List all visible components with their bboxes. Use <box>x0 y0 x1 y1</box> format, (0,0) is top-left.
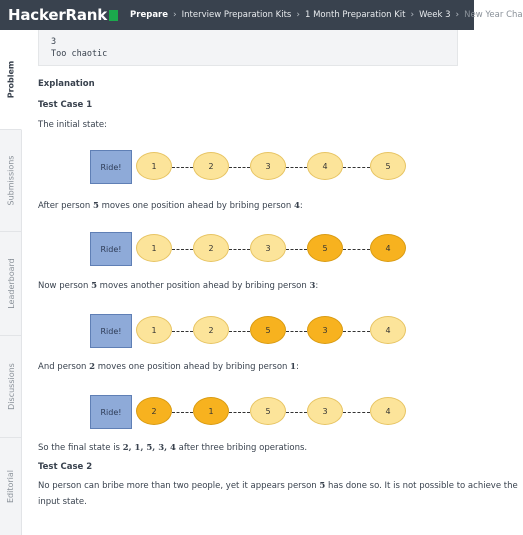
step-text-part: : <box>299 201 303 211</box>
queue-diagram <box>90 395 410 431</box>
step-text-part: moves one position ahead by bribing person <box>98 201 294 211</box>
queue-connector <box>343 331 370 332</box>
tab-submissions[interactable] <box>0 130 22 232</box>
queue-connector <box>343 412 370 413</box>
person-node: 4 <box>370 397 406 425</box>
person-node: 2 <box>193 152 229 180</box>
tab-editorial[interactable] <box>0 438 22 535</box>
initial-state-text: The initial state: <box>38 120 107 130</box>
math-value: 5 <box>91 281 97 291</box>
math-value: 5 <box>319 481 326 491</box>
person-node: 1 <box>136 316 172 344</box>
hackerrank-logo[interactable] <box>8 6 118 24</box>
ride-box: Ride! <box>90 232 132 266</box>
step-text-part: moves one position ahead by bribing person <box>95 362 291 372</box>
person-node: 2 <box>136 397 172 425</box>
output-line: 3 <box>51 37 57 47</box>
step-text-part: Now person <box>38 281 92 291</box>
ride-box: Ride! <box>90 395 132 429</box>
step-text-part: moves another position ahead by bribing person <box>96 281 310 291</box>
chevron-right-icon: › <box>410 10 415 20</box>
chevron-right-icon: › <box>455 10 460 20</box>
step-text-part: So the final state is <box>38 443 123 453</box>
queue-connector <box>286 249 307 250</box>
step-text-part: No person can bribe more than two people, yet it appears person <box>38 481 320 491</box>
tab-problem[interactable] <box>0 30 22 130</box>
queue-connector <box>229 331 250 332</box>
breadcrumb-prepare[interactable]: Prepare <box>130 10 169 20</box>
math-value: 4 <box>293 201 300 211</box>
step-3-text <box>38 362 299 372</box>
person-node: 2 <box>193 234 229 262</box>
step-1-text <box>38 201 303 211</box>
math-value: 2 <box>89 362 96 372</box>
person-node: 3 <box>250 152 286 180</box>
person-node: 4 <box>370 234 406 262</box>
queue-connector <box>286 412 307 413</box>
queue-diagram <box>90 150 410 186</box>
chevron-right-icon: › <box>296 10 300 20</box>
breadcrumb-current-challenge: New Year Cha <box>464 10 523 20</box>
tab-leaderboard-label: Leaderboard <box>6 258 16 309</box>
tab-submissions-label: Submissions <box>6 155 16 206</box>
step-text-part: : <box>315 281 319 291</box>
logo-mark-icon <box>109 10 118 21</box>
queue-connector <box>343 249 370 250</box>
person-node: 1 <box>136 234 172 262</box>
person-node: 4 <box>370 316 406 344</box>
person-node: 5 <box>250 316 286 344</box>
vertical-tab-bar <box>0 30 22 535</box>
math-value: 1 <box>290 362 297 372</box>
top-nav <box>0 0 523 30</box>
queue-connector <box>343 167 370 168</box>
queue-connector <box>229 167 250 168</box>
step-text-part: has done so. It is not possible to achieve the <box>325 481 518 491</box>
person-node: 5 <box>307 234 343 262</box>
tab-discussions-label: Discussions <box>6 363 16 410</box>
person-node: 5 <box>370 152 406 180</box>
person-node: 3 <box>250 234 286 262</box>
final-state-text <box>38 443 307 453</box>
queue-connector <box>286 167 307 168</box>
person-node: 1 <box>193 397 229 425</box>
tab-discussions[interactable] <box>0 336 22 438</box>
test-case-2-text <box>38 481 518 491</box>
person-node: 4 <box>307 152 343 180</box>
tab-leaderboard[interactable] <box>0 232 22 336</box>
queue-diagram <box>90 232 410 268</box>
person-node: 3 <box>307 397 343 425</box>
person-node: 2 <box>193 316 229 344</box>
breadcrumb <box>130 10 523 20</box>
queue-connector <box>286 331 307 332</box>
queue-connector <box>172 412 193 413</box>
test-case-2-heading: Test Case 2 <box>38 462 93 472</box>
step-text-part: After person <box>38 201 93 211</box>
output-line: Too chaotic <box>51 49 108 59</box>
math-value: 2, 1, 5, 3, 4 <box>122 443 176 453</box>
test-case-2-text: input state. <box>38 497 87 507</box>
ride-box: Ride! <box>90 314 132 348</box>
tab-problem-label: Problem <box>6 60 16 99</box>
person-node: 3 <box>307 316 343 344</box>
queue-connector <box>172 331 193 332</box>
breadcrumb-month-kit[interactable]: 1 Month Preparation Kit <box>304 10 406 20</box>
breadcrumb-week[interactable]: Week 3 <box>419 10 451 20</box>
test-case-1-heading: Test Case 1 <box>38 100 93 110</box>
logo-text: HackerRank <box>8 6 108 24</box>
queue-diagram <box>90 314 410 350</box>
queue-connector <box>229 249 250 250</box>
step-text-part: after three bribing operations. <box>175 443 308 453</box>
step-2-text <box>38 281 318 291</box>
step-text-part: And person <box>38 362 90 372</box>
queue-connector <box>229 412 250 413</box>
queue-connector <box>172 167 193 168</box>
explanation-heading: Explanation <box>38 79 95 89</box>
ride-box: Ride! <box>90 150 132 184</box>
math-value: 3 <box>309 281 316 291</box>
chevron-right-icon: › <box>173 10 177 20</box>
person-node: 5 <box>250 397 286 425</box>
step-text-part: : <box>296 362 299 372</box>
person-node: 1 <box>136 152 172 180</box>
math-value: 5 <box>92 201 99 211</box>
sample-output-block <box>38 30 458 66</box>
queue-connector <box>172 249 193 250</box>
tab-editorial-label: Editorial <box>6 469 16 504</box>
breadcrumb-interview-kits[interactable]: Interview Preparation Kits <box>181 10 292 20</box>
